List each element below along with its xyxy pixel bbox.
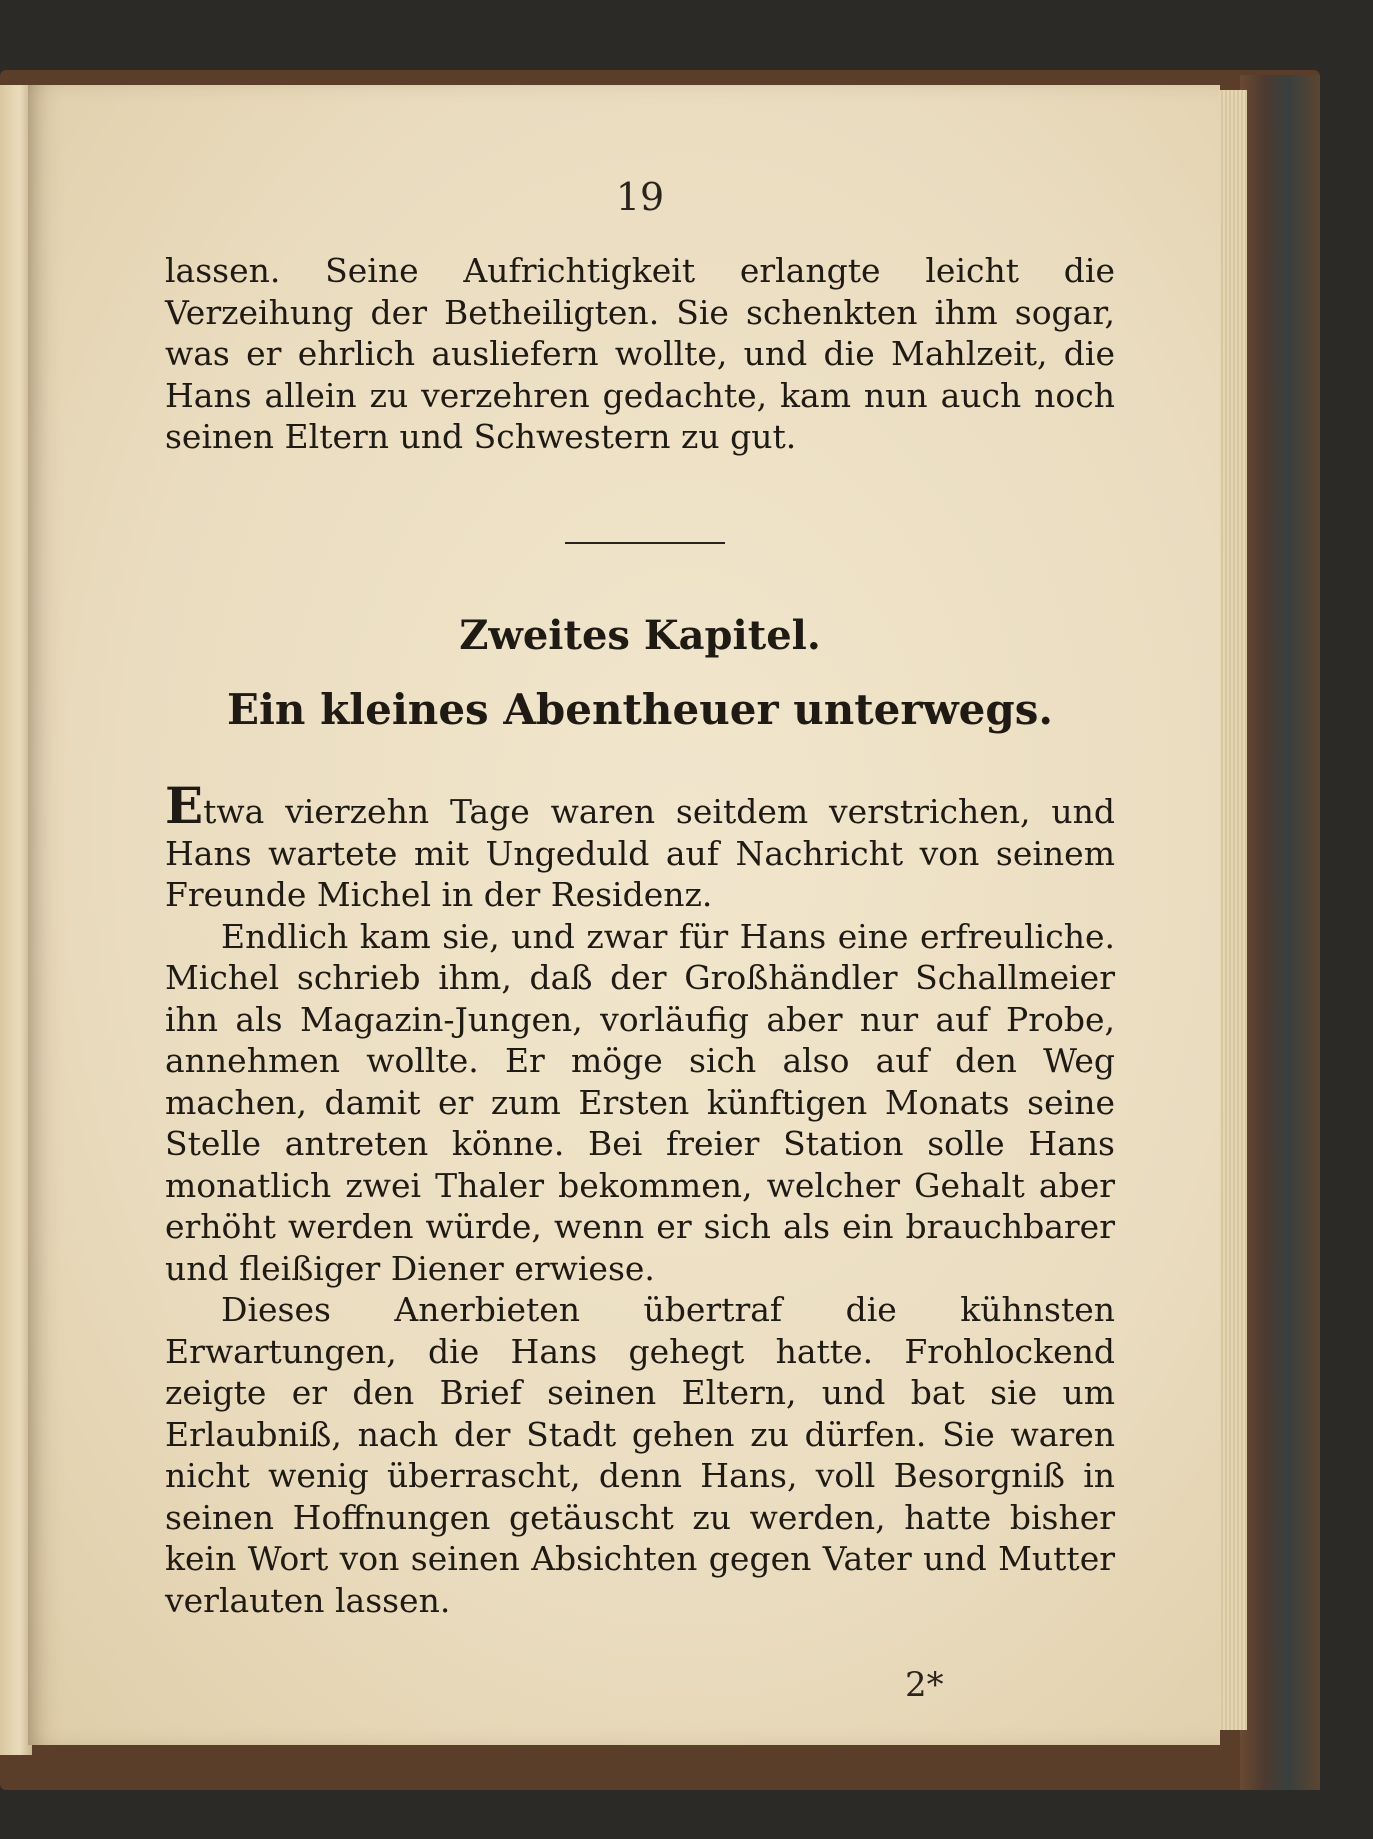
paragraph-1-text: twa vierzehn Tage waren seitdem verstrichen, und Hans wartete mit Ungeduld auf Nachricht von seinem Freunde Michel in der Residenz. xyxy=(165,792,1115,914)
book-spine xyxy=(1240,75,1320,1790)
carryover-paragraph xyxy=(165,250,1115,458)
paragraph-text: lassen. Seine Aufrichtigkeit erlangte leicht die Verzeihung der Betheiligten. Sie schenkten ihm sogar, was er ehrlich ausliefern wollte, und die Mahlzeit, die Hans allein zu verzehren gedachte, kam nun auch noch seinen Eltern und Schwestern zu gut. xyxy=(165,251,1115,456)
printer-signature-mark: 2* xyxy=(905,1665,944,1705)
paragraph-3: Dieses Anerbieten übertraf die kühnsten Erwartungen, die Hans gehegt hatte. Frohlockend zeigte er den Brief seinen Eltern, und bat sie um Erlaubniß, nach der Stadt gehen zu dürfen. Sie waren nicht wenig überrascht, denn Hans, voll Besorgniß in seinen Hoffnungen getäuscht zu werden, hatte bisher kein Wort von seinen Absichten gegen Vater und Mutter verlauten lassen. xyxy=(165,1290,1115,1620)
drop-cap: E xyxy=(165,776,204,835)
section-divider xyxy=(565,542,725,544)
paragraph-2: Endlich kam sie, und zwar für Hans eine erfreuliche. Michel schrieb ihm, daß der Großhändler Schallmeier ihn als Magazin-Jungen, vorläufig aber nur auf Probe, annehmen wollte. Er möge sich also auf den Weg machen, damit er zum Ersten künftigen Monats seine Stelle antreten könne. Bei freier Station solle Hans monatlich zwei Thaler bekommen, welcher Gehalt aber erhöht werden würde, wenn er sich als ein brauchbarer und fleißiger Diener erwiese. xyxy=(165,916,1115,1288)
chapter-title: Zweites Kapitel. xyxy=(459,612,821,659)
chapter-subtitle: Ein kleines Abentheuer unterwegs. xyxy=(226,685,1054,734)
paragraph-1 xyxy=(165,776,1115,916)
chapter-body xyxy=(165,776,1115,1621)
page-number: 19 xyxy=(615,175,665,219)
